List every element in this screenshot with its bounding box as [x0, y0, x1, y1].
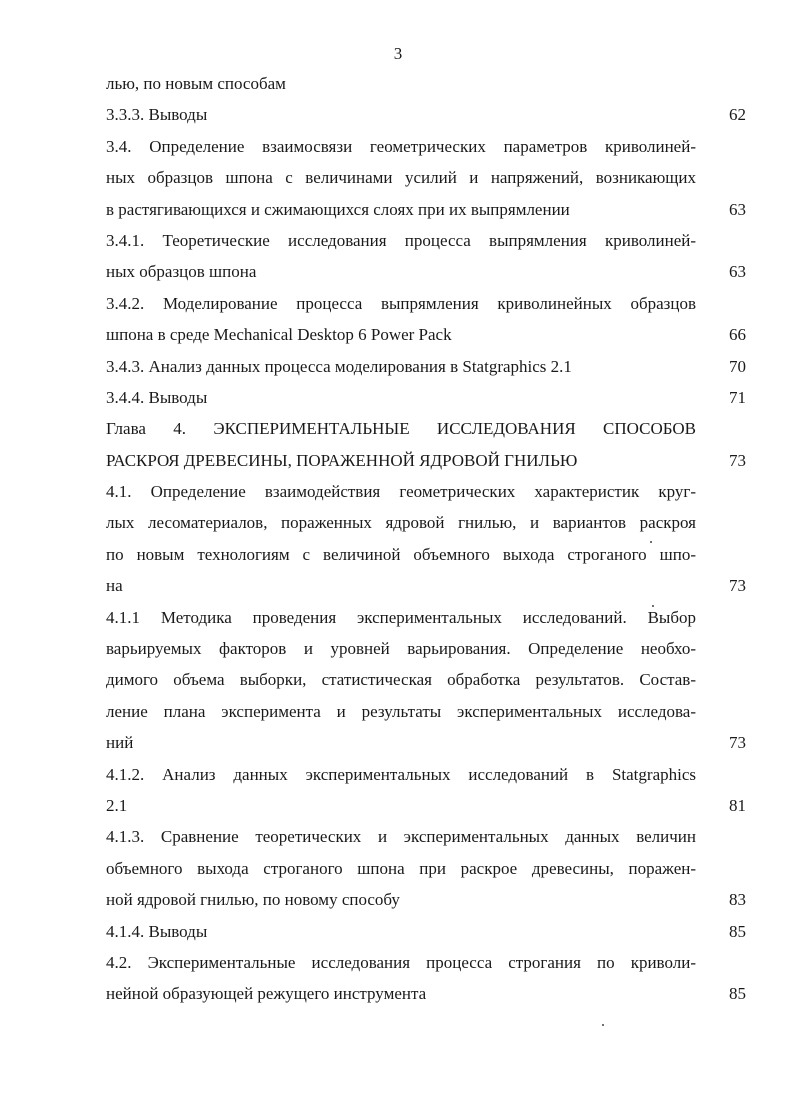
toc-entry-line: объемного выхода строганого шпона при раскрое древесины, поражен-	[106, 858, 696, 878]
toc-entry-line: 4.1.3. Сравнение теоретических и экспериментальных данных величин	[106, 827, 696, 847]
table-of-contents	[106, 68, 746, 1010]
toc-entry	[106, 225, 746, 288]
toc-entry-line: 3.4. Определение взаимосвязи геометрических параметров криволиней-	[106, 136, 696, 156]
toc-entry-line: лью, по новым способам	[106, 74, 286, 93]
toc-entry-line: 4.1.1 Методика проведения экспериментальных исследований. Выбор	[106, 607, 696, 627]
toc-entry	[106, 602, 746, 759]
toc-page-number: 62	[729, 105, 746, 125]
toc-entry-line: 3.4.2. Моделирование процесса выпрямления криволинейных образцов	[106, 293, 696, 313]
toc-entry-line: ной ядровой гнилью, по новому способу	[106, 890, 400, 910]
page-number: 3	[393, 44, 403, 63]
toc-entry-line: ний	[106, 733, 134, 753]
toc-entry	[106, 99, 746, 130]
toc-entry-line: 4.1.2. Анализ данных экспериментальных исследований в Statgraphics	[106, 764, 696, 784]
toc-page-number: 73	[729, 576, 746, 596]
toc-page-number: 63	[729, 262, 746, 282]
toc-entry-line: 2.1	[106, 795, 128, 815]
toc-entry-line: 3.4.1. Теоретические исследования процесса выпрямления криволиней-	[106, 230, 696, 250]
toc-entry	[106, 476, 746, 602]
toc-entry-line: лых лесоматериалов, пораженных ядровой гнилью, и вариантов раскроя	[106, 513, 696, 533]
toc-entry-line: 3.3.3. Выводы	[106, 105, 208, 125]
toc-entry	[106, 916, 746, 947]
toc-entry-line: ных образцов шпона	[106, 262, 257, 282]
toc-entry-line: ление плана эксперимента и результаты экспериментальных исследова-	[106, 701, 696, 721]
toc-page-number: 63	[729, 199, 746, 219]
toc-entry-line: в растягивающихся и сжимающихся слоях при их выпрямлении	[106, 199, 570, 219]
toc-entry	[106, 413, 746, 476]
toc-entry	[106, 68, 746, 99]
toc-page-number: 70	[729, 356, 746, 376]
toc-entry	[106, 131, 746, 225]
toc-page-number: 66	[729, 325, 746, 345]
scan-speck	[602, 1024, 604, 1026]
toc-entry	[106, 288, 746, 351]
toc-entry-line: шпона в среде Mechanical Desktop 6 Power Pack	[106, 325, 452, 345]
toc-entry-line: нейной образующей режущего инструмента	[106, 984, 427, 1004]
toc-entry-line: ных образцов шпона с величинами усилий и напряжений, возникающих	[106, 168, 696, 188]
toc-page-number: 83	[729, 890, 746, 910]
toc-entry	[106, 947, 746, 1010]
toc-page-number: 73	[729, 450, 746, 470]
toc-page-number: 73	[729, 733, 746, 753]
toc-entry-line: 3.4.3. Анализ данных процесса моделирования в Statgraphics 2.1	[106, 356, 572, 376]
toc-page-number: 71	[729, 387, 746, 407]
toc-page-number: 85	[729, 984, 746, 1004]
toc-entry	[106, 759, 746, 822]
toc-entry-line: на	[106, 576, 123, 596]
toc-entry-line: Глава 4. ЭКСПЕРИМЕНТАЛЬНЫЕ ИССЛЕДОВАНИЯ СПОСОБОВ	[106, 419, 696, 439]
toc-page-number: 81	[729, 795, 746, 815]
toc-entry	[106, 382, 746, 413]
toc-entry-line: 4.1. Определение взаимодействия геометрических характеристик круг-	[106, 482, 696, 502]
toc-entry	[106, 821, 746, 915]
toc-page-number: 85	[729, 921, 746, 941]
scan-speck	[652, 605, 654, 607]
scan-speck	[650, 541, 652, 543]
toc-entry-line: 3.4.4. Выводы	[106, 387, 208, 407]
toc-entry-line: 4.2. Экспериментальные исследования процесса строгания по криволи-	[106, 952, 696, 972]
toc-entry-line: варьируемых факторов и уровней варьирования. Определение необхо-	[106, 639, 696, 659]
toc-entry-line: димого объема выборки, статистическая обработка результатов. Состав-	[106, 670, 696, 690]
toc-entry-line: РАСКРОЯ ДРЕВЕСИНЫ, ПОРАЖЕННОЙ ЯДРОВОЙ ГНИЛЬЮ	[106, 450, 578, 470]
toc-entry-line: по новым технологиям с величиной объемного выхода строганого шпо-	[106, 544, 696, 564]
toc-entry	[106, 351, 746, 382]
toc-entry-line: 4.1.4. Выводы	[106, 921, 208, 941]
